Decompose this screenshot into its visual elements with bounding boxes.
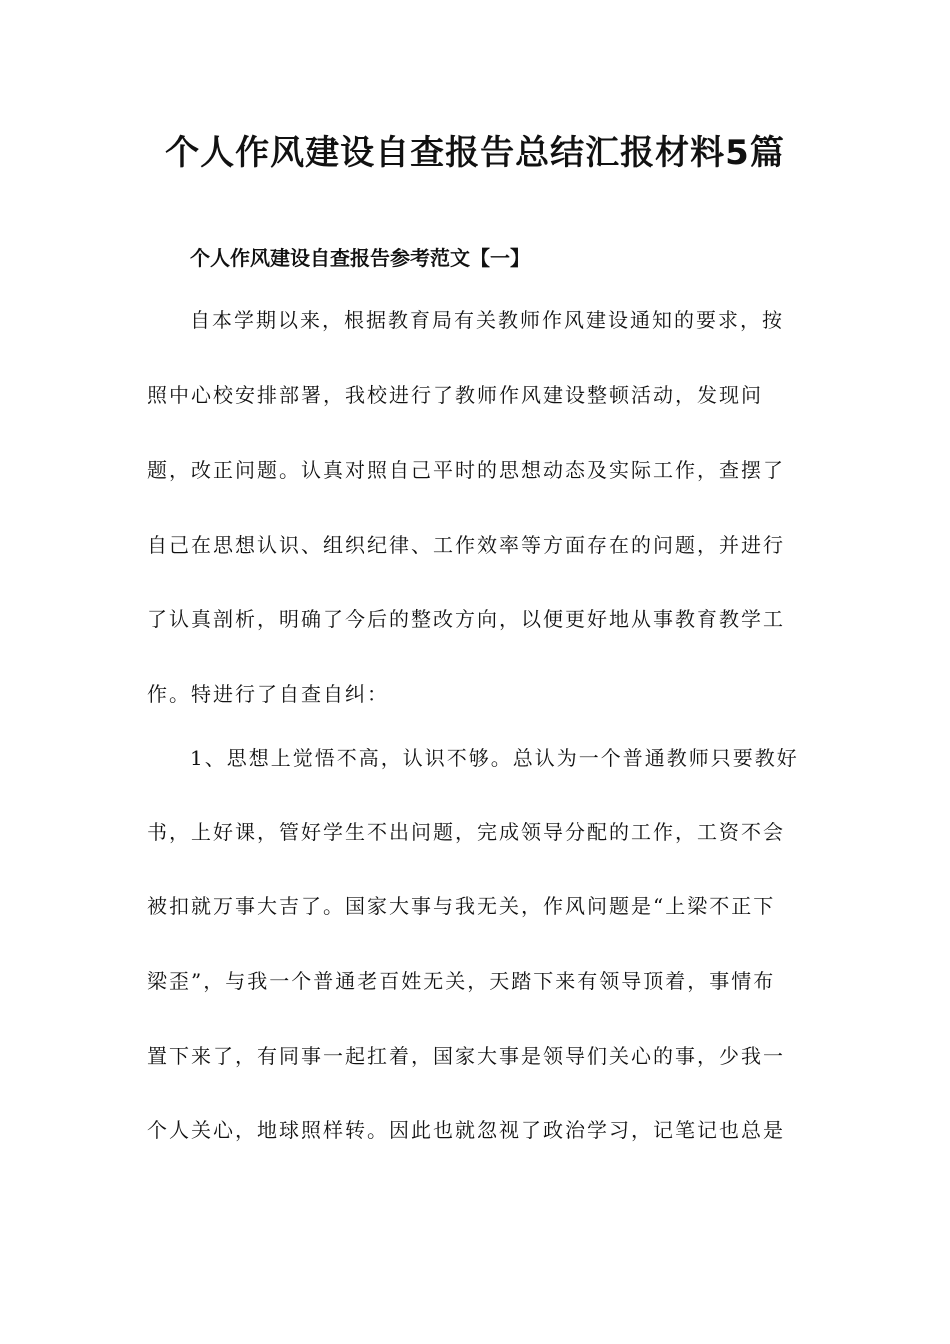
body-line: 了认真剖析，明确了今后的整改方向，以便更好地从事教育教学工: [147, 607, 785, 631]
body-line: 照中心校安排部署，我校进行了教师作风建设整顿活动，发现问: [147, 383, 763, 407]
body-line: 被扣就万事大吉了。国家大事与我无关，作风问题是“上梁不正下: [147, 894, 776, 918]
section-heading: 个人作风建设自查报告参考范文【一】: [190, 246, 530, 270]
body-line: 题，改正问题。认真对照自己平时的思想动态及实际工作，查摆了: [147, 458, 785, 482]
body-line: 自本学期以来，根据教育局有关教师作风建设通知的要求，按: [190, 308, 784, 332]
body-line: 1、思想上觉悟不高，认识不够。总认为一个普通教师只要教好: [190, 746, 799, 770]
body-line: 自己在思想认识、组织纪律、工作效率等方面存在的问题，并进行: [147, 533, 785, 557]
body-line: 书，上好课，管好学生不出问题，完成领导分配的工作，工资不会: [147, 820, 785, 844]
body-line: 置下来了，有同事一起扛着，国家大事是领导们关心的事，少我一: [147, 1044, 785, 1068]
body-line: 梁歪”，与我一个普通老百姓无关，天踏下来有领导顶着，事情布: [147, 969, 776, 993]
body-line: 作。特进行了自查自纠：: [147, 682, 389, 706]
body-line: 个人关心，地球照样转。因此也就忽视了政治学习，记笔记也总是: [147, 1118, 785, 1142]
document-title: 个人作风建设自查报告总结汇报材料5篇: [165, 133, 785, 173]
